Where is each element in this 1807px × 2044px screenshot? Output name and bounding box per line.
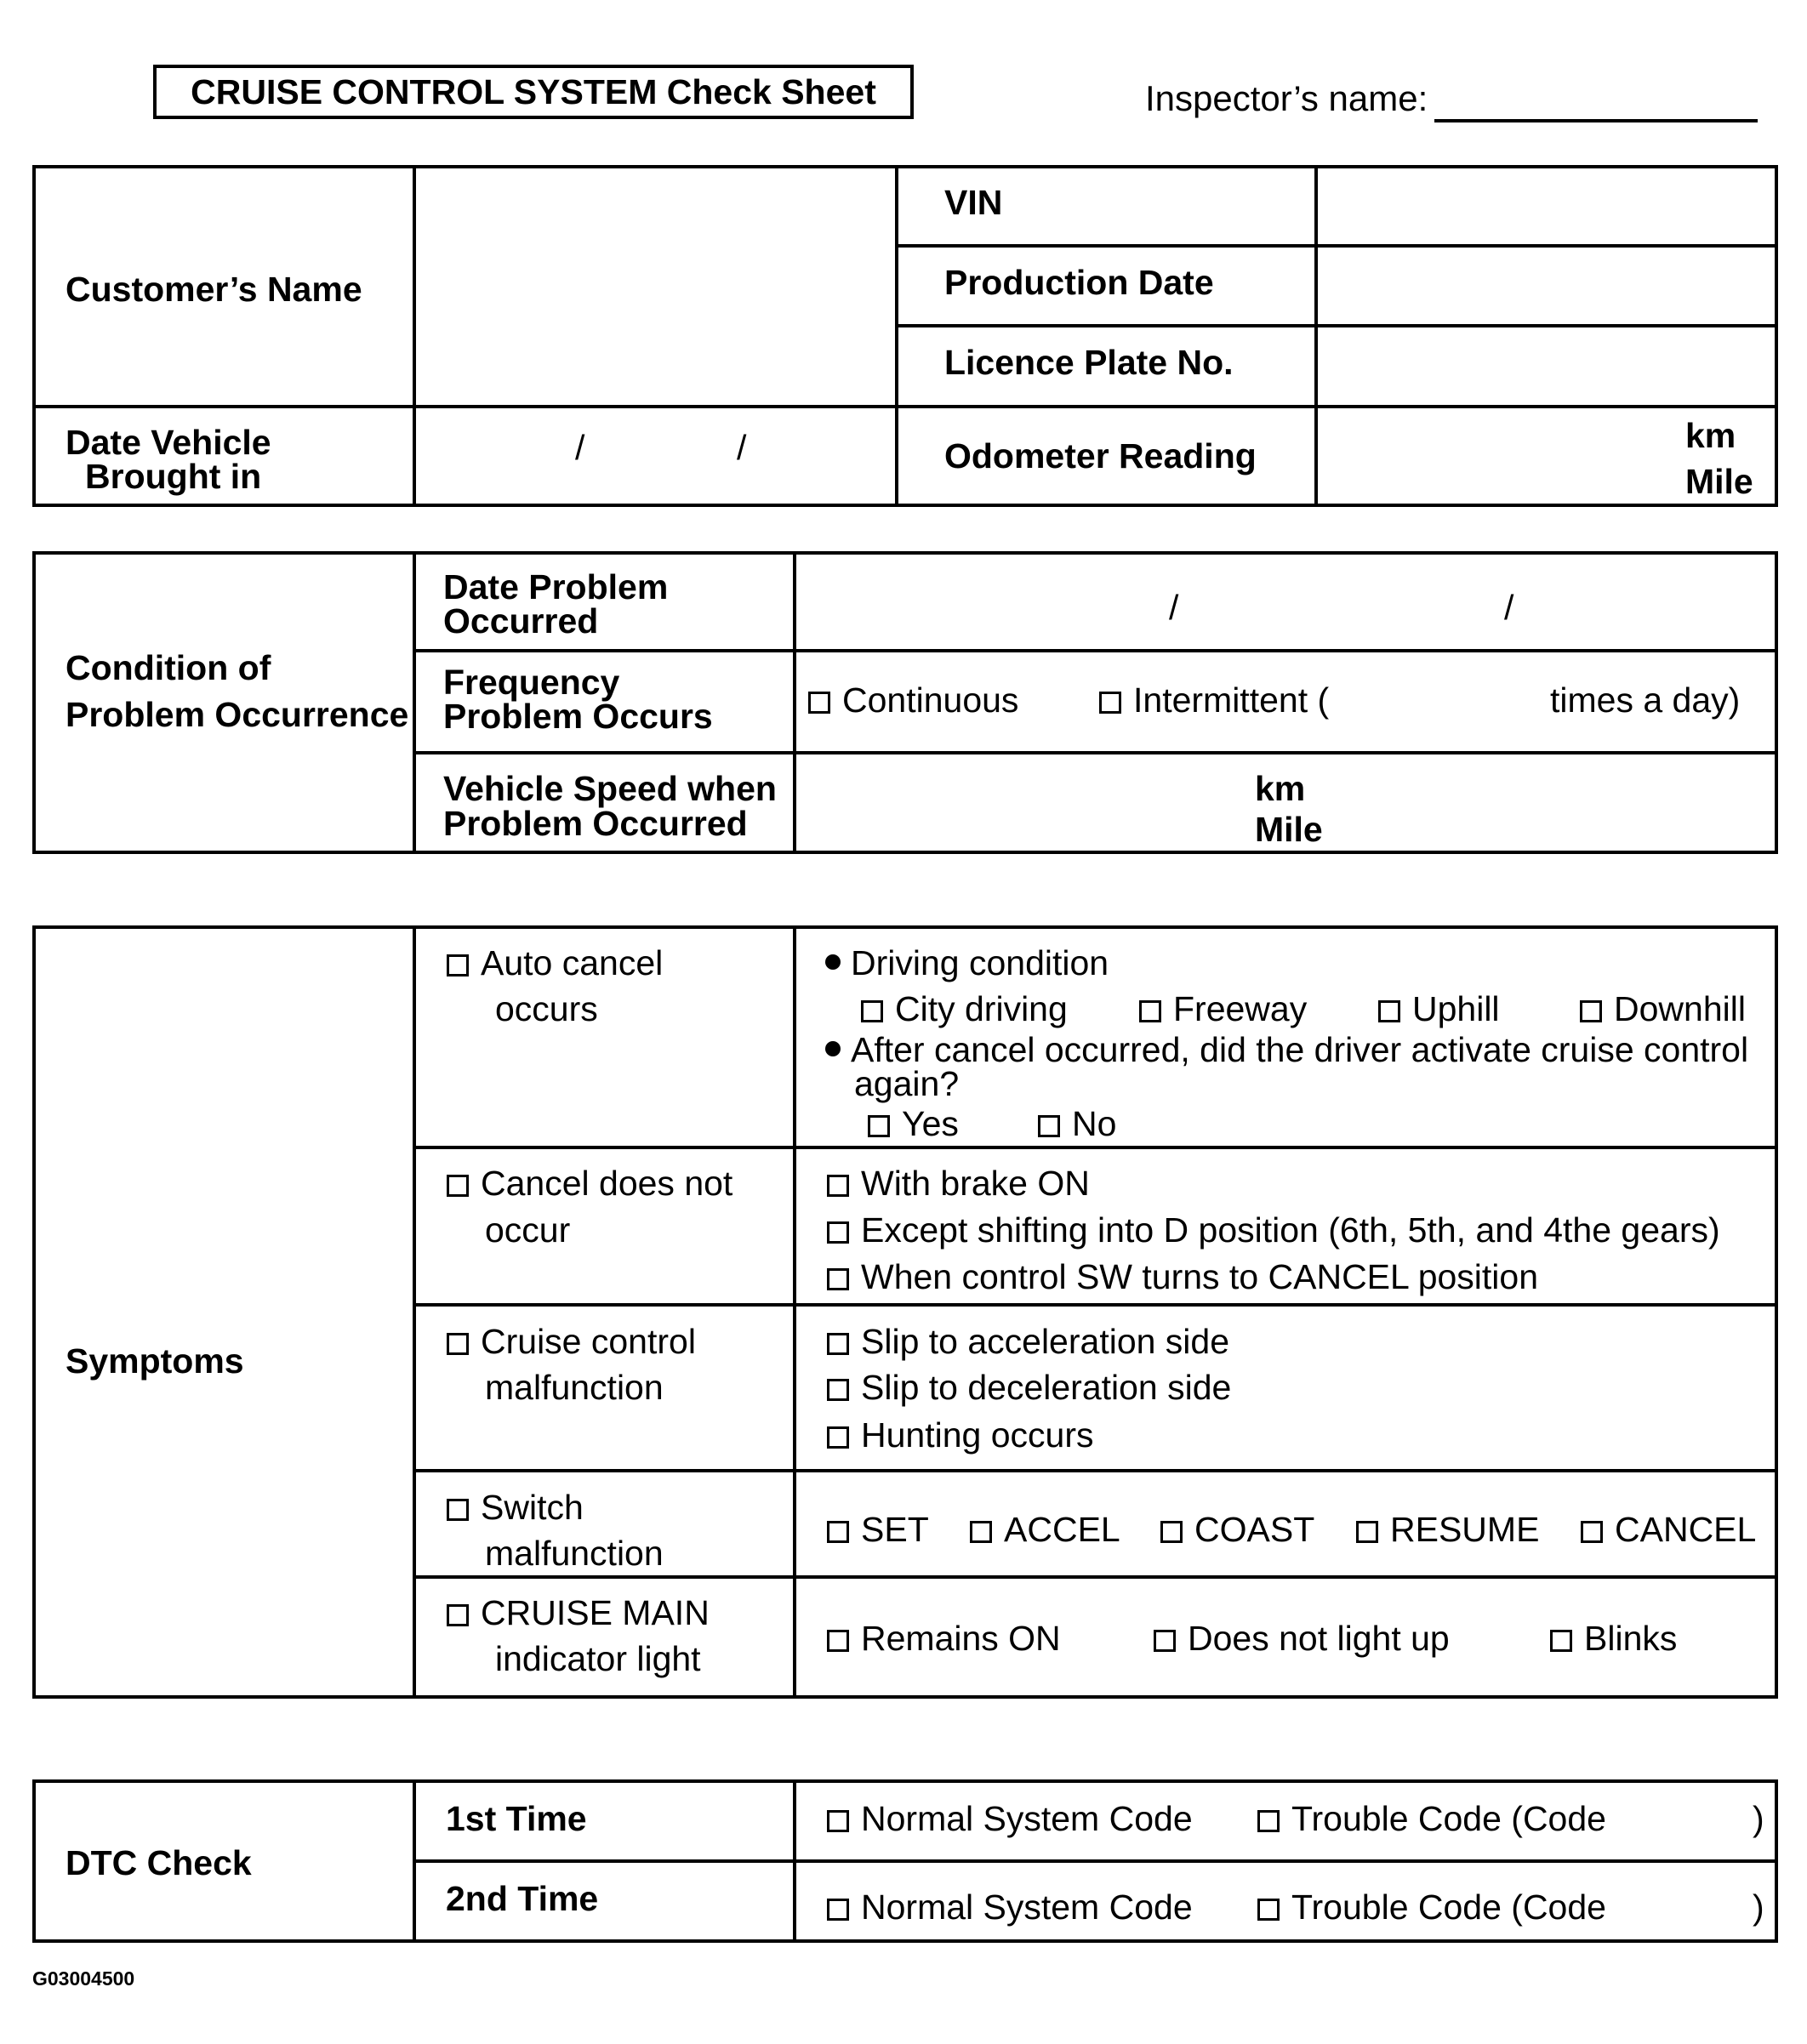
date-brought-in-field[interactable] bbox=[417, 408, 893, 502]
switch-accel-option[interactable]: ACCEL bbox=[970, 1512, 1120, 1547]
date-separator: / bbox=[1169, 588, 1179, 627]
downhill-option[interactable]: Downhill bbox=[1580, 992, 1746, 1027]
indicator-light-label-line2: indicator light bbox=[495, 1639, 701, 1678]
odometer-unit-mile: Mile bbox=[1685, 462, 1753, 501]
switch-coast-option[interactable]: COAST bbox=[1160, 1512, 1314, 1547]
frequency-label-line1: Frequency bbox=[443, 663, 620, 702]
checkbox[interactable] bbox=[1160, 1521, 1183, 1543]
dtc-first-trouble-option[interactable]: Trouble Code (Code bbox=[1257, 1802, 1606, 1836]
checkbox[interactable] bbox=[827, 1333, 849, 1355]
figure-code: G03004500 bbox=[32, 1967, 135, 1990]
city-driving-option[interactable]: City driving bbox=[861, 992, 1068, 1027]
cancel-not-occur-option[interactable]: Cancel does not bbox=[447, 1166, 732, 1201]
checkbox[interactable] bbox=[808, 692, 830, 714]
checkbox[interactable] bbox=[861, 1000, 883, 1022]
dtc-first-close-paren: ) bbox=[1753, 1799, 1764, 1838]
checkbox[interactable] bbox=[827, 1221, 849, 1244]
bullet-icon bbox=[825, 954, 841, 970]
remains-on-option[interactable]: Remains ON bbox=[827, 1621, 1061, 1656]
checkbox[interactable] bbox=[1581, 1521, 1603, 1543]
dtc-second-close-paren: ) bbox=[1753, 1887, 1764, 1927]
no-option[interactable]: No bbox=[1038, 1107, 1116, 1142]
cancel-not-occur-label-line2: occur bbox=[485, 1210, 571, 1250]
checkbox[interactable] bbox=[447, 1333, 469, 1355]
brake-on-option[interactable]: With brake ON bbox=[827, 1166, 1090, 1201]
blinks-option[interactable]: Blinks bbox=[1550, 1621, 1677, 1656]
speed-label-line2: Problem Occurred bbox=[443, 804, 748, 843]
frequency-label-line2: Problem Occurs bbox=[443, 697, 713, 736]
times-a-day-label: times a day) bbox=[1550, 680, 1741, 720]
checkbox[interactable] bbox=[827, 1810, 849, 1832]
odometer-label: Odometer Reading bbox=[944, 436, 1257, 475]
auto-cancel-option[interactable]: Auto cancel bbox=[447, 946, 663, 981]
checkbox[interactable] bbox=[1257, 1810, 1280, 1832]
checkbox[interactable] bbox=[1550, 1630, 1572, 1652]
switch-resume-option[interactable]: RESUME bbox=[1356, 1512, 1539, 1547]
vehicle-speed-field[interactable] bbox=[797, 754, 1248, 848]
checkbox[interactable] bbox=[827, 1899, 849, 1921]
production-date-label: Production Date bbox=[944, 263, 1214, 302]
checkbox[interactable] bbox=[827, 1379, 849, 1401]
date-problem-label-line2: Occurred bbox=[443, 601, 599, 641]
indicator-light-option[interactable]: CRUISE MAIN bbox=[447, 1596, 710, 1631]
dtc-check-label: DTC Check bbox=[66, 1843, 252, 1882]
dtc-second-trouble-option[interactable]: Trouble Code (Code bbox=[1257, 1890, 1606, 1925]
inspector-name-field[interactable] bbox=[1434, 119, 1758, 122]
switch-set-option[interactable]: SET bbox=[827, 1512, 929, 1547]
cruise-malfunction-option[interactable]: Cruise control bbox=[447, 1324, 696, 1359]
checkbox[interactable] bbox=[447, 1175, 469, 1197]
checkbox[interactable] bbox=[447, 1499, 469, 1521]
condition-label-line2: Problem Occurrence bbox=[66, 695, 409, 734]
customer-name-label: Customer’s Name bbox=[66, 270, 362, 309]
yes-option[interactable]: Yes bbox=[868, 1107, 959, 1142]
switch-malfunction-label-line2: malfunction bbox=[485, 1534, 664, 1573]
date-separator: / bbox=[575, 428, 585, 467]
checkbox[interactable] bbox=[827, 1175, 849, 1197]
checkbox[interactable] bbox=[827, 1521, 849, 1543]
intermittent-option[interactable]: Intermittent ( bbox=[1099, 683, 1329, 718]
sheet-title: CRUISE CONTROL SYSTEM Check Sheet bbox=[153, 65, 914, 119]
checkbox[interactable] bbox=[1356, 1521, 1378, 1543]
speed-label-line1: Vehicle Speed when bbox=[443, 769, 777, 808]
dtc-first-normal-option[interactable]: Normal System Code bbox=[827, 1802, 1193, 1836]
cruise-malfunction-label-line2: malfunction bbox=[485, 1368, 664, 1407]
production-date-field[interactable] bbox=[1319, 248, 1773, 322]
odometer-field[interactable] bbox=[1319, 408, 1693, 502]
checkbox[interactable] bbox=[827, 1268, 849, 1290]
checkbox[interactable] bbox=[827, 1630, 849, 1652]
uphill-option[interactable]: Uphill bbox=[1378, 992, 1500, 1027]
vin-label: VIN bbox=[944, 183, 1003, 222]
bullet-icon bbox=[825, 1041, 841, 1056]
symptoms-label: Symptoms bbox=[66, 1341, 244, 1381]
slip-acceleration-option[interactable]: Slip to acceleration side bbox=[827, 1324, 1229, 1359]
slip-deceleration-option[interactable]: Slip to deceleration side bbox=[827, 1370, 1231, 1405]
switch-cancel-option[interactable]: CANCEL bbox=[1581, 1512, 1756, 1547]
date-separator: / bbox=[1504, 588, 1514, 627]
date-problem-label-line1: Date Problem bbox=[443, 567, 669, 606]
checkbox[interactable] bbox=[1378, 1000, 1400, 1022]
licence-plate-label: Licence Plate No. bbox=[944, 343, 1234, 382]
speed-unit-km: km bbox=[1255, 769, 1306, 808]
date-brought-in-label-line1: Date Vehicle bbox=[66, 423, 271, 462]
speed-unit-mile: Mile bbox=[1255, 810, 1323, 849]
after-cancel-question-line1: After cancel occurred, did the driver activate cruise control bbox=[825, 1033, 1748, 1068]
dtc-second-time-label: 2nd Time bbox=[446, 1879, 599, 1918]
checkbox[interactable] bbox=[827, 1426, 849, 1449]
condition-label-line1: Condition of bbox=[66, 648, 271, 687]
does-not-light-option[interactable]: Does not light up bbox=[1154, 1621, 1450, 1656]
date-brought-in-label-line2: Brought in bbox=[85, 457, 262, 496]
licence-plate-field[interactable] bbox=[1319, 327, 1773, 402]
checkbox[interactable] bbox=[1099, 692, 1121, 714]
switch-malfunction-option[interactable]: Switch bbox=[447, 1490, 584, 1525]
date-problem-field[interactable] bbox=[797, 555, 1773, 648]
dtc-second-normal-option[interactable]: Normal System Code bbox=[827, 1890, 1193, 1925]
odometer-unit-km: km bbox=[1685, 416, 1736, 455]
checkbox[interactable] bbox=[1139, 1000, 1161, 1022]
vin-field[interactable] bbox=[1319, 168, 1773, 243]
checkbox[interactable] bbox=[970, 1521, 992, 1543]
checkbox[interactable] bbox=[447, 1604, 469, 1626]
checkbox[interactable] bbox=[1038, 1115, 1060, 1137]
driving-condition-heading: Driving condition bbox=[825, 946, 1109, 981]
control-sw-cancel-option[interactable]: When control SW turns to CANCEL position bbox=[827, 1260, 1538, 1295]
except-shifting-option[interactable]: Except shifting into D position (6th, 5th, and 4the gears) bbox=[827, 1213, 1720, 1248]
continuous-option[interactable]: Continuous bbox=[808, 683, 1018, 718]
checkbox[interactable] bbox=[447, 954, 469, 976]
checkbox[interactable] bbox=[1257, 1899, 1280, 1921]
freeway-option[interactable]: Freeway bbox=[1139, 992, 1307, 1027]
date-separator: / bbox=[737, 428, 747, 467]
checkbox[interactable] bbox=[1580, 1000, 1602, 1022]
checkbox[interactable] bbox=[868, 1115, 890, 1137]
customer-name-field[interactable] bbox=[417, 168, 893, 403]
dtc-first-time-label: 1st Time bbox=[446, 1799, 587, 1838]
inspector-name-label: Inspector’s name: bbox=[1145, 78, 1428, 118]
after-cancel-question-line2: again? bbox=[854, 1064, 960, 1103]
checkbox[interactable] bbox=[1154, 1630, 1176, 1652]
auto-cancel-label-line2: occurs bbox=[495, 989, 598, 1028]
hunting-option[interactable]: Hunting occurs bbox=[827, 1418, 1093, 1453]
